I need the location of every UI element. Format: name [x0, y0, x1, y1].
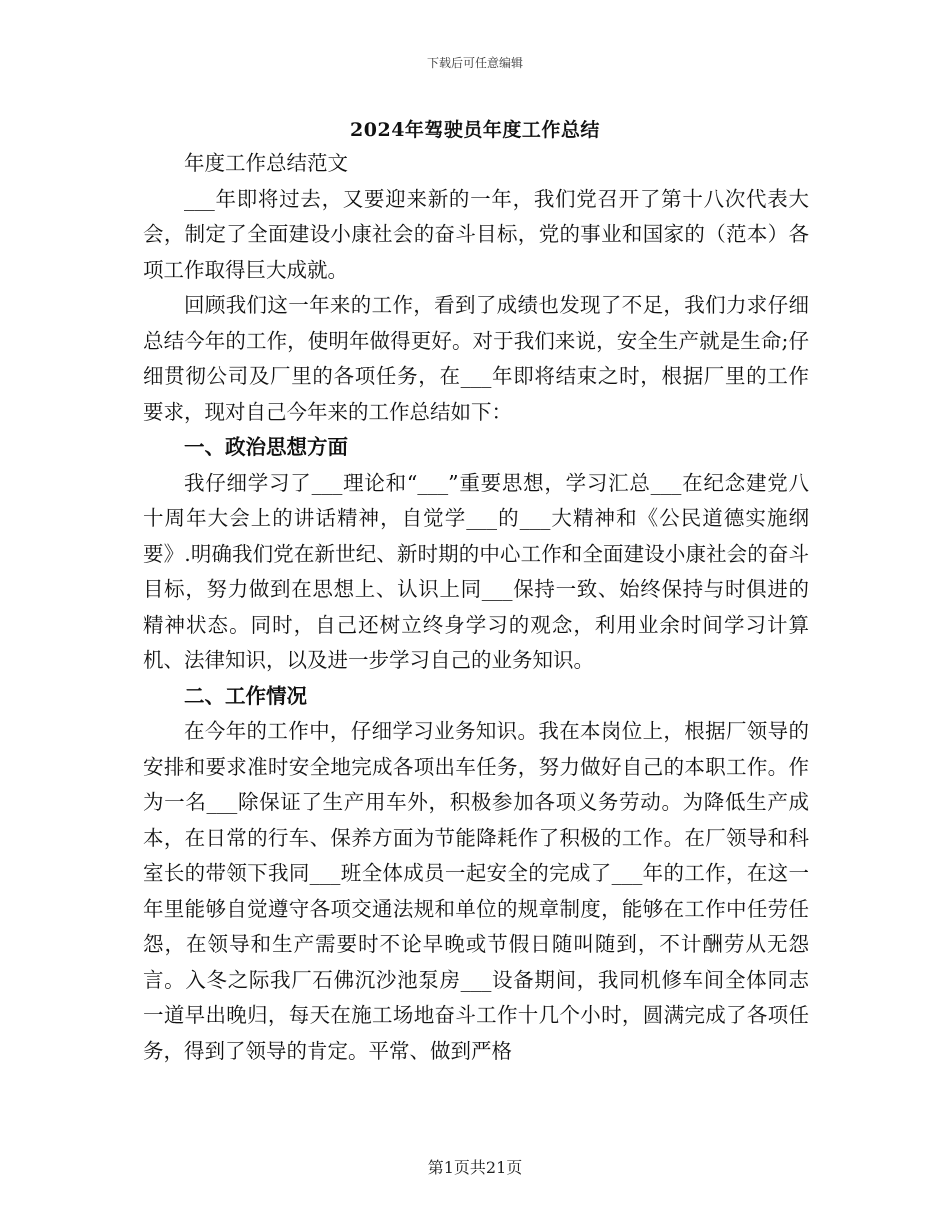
- document-title: 2024年驾驶员年度工作总结: [350, 119, 600, 141]
- paragraph: 回顾我们这一年来的工作，看到了成绩也发现了不足，我们力求仔细总结今年的工作，使明年做得更好。对于我们来说，安全生产就是生命;仔细贯彻公司及厂里的各项任务，在___年即将结束之时，根据厂里的工作要求，现对自己今年来的工作总结如下：: [143, 293, 809, 424]
- section-heading-work: 二、工作情况: [184, 683, 307, 708]
- page-footer: 第1页共21页: [427, 1158, 523, 1177]
- document-body: [143, 146, 809, 1069]
- paragraph-subtitle: 年度工作总结范文: [184, 151, 348, 175]
- paragraph: ___年即将过去，又要迎来新的一年，我们党召开了第十八次代表大会，制定了全面建设小康社会的奋斗目标，党的事业和国家的（范本）各项工作取得巨大成就。: [143, 186, 809, 282]
- paragraph: 在今年的工作中，仔细学习业务知识。我在本岗位上，根据厂领导的安排和要求准时安全地完成各项出车任务，努力做好自己的本职工作。作为一名___除保证了生产用车外，积极参加各项义务劳动。为降低生产成本，在日常的行车、保养方面为节能降耗作了积极的工作。在厂领导和科室长的带领下我同___班全体成员一起安全的完成了___年的工作，在这一年里能够自觉遵守各项交通法规和单位的规章制度，能够在工作中任劳任怨，在领导和生产需要时不论早晚或节假日随叫随到，不计酬劳从无怨言。入冬之际我厂石佛沉沙池泵房___设备期间，我同机修车间全体同志一道早出晚归，每天在施工场地奋斗工作十几个小时，圆满完成了各项任务，得到了领导的肯定。平常、做到严格: [143, 719, 809, 1063]
- header-note: 下载后可任意编辑: [426, 56, 523, 70]
- section-heading-politics: 一、政治思想方面: [184, 435, 348, 459]
- paragraph: 我仔细学习了___理论和“___”重要思想，学习汇总___在纪念建党八十周年大会上的讲话精神，自觉学___的___大精神和《公民道德实施纲要》.明确我们党在新世纪、新时期的中心工作和全面建设小康社会的奋斗目标，努力做到在思想上、认识上同___保持一致、始终保持与时俱进的精神状态。同时，自己还树立终身学习的观念，利用业余时间学习计算机、法律知识，以及进一步学习自己的业务知识。: [143, 470, 809, 672]
